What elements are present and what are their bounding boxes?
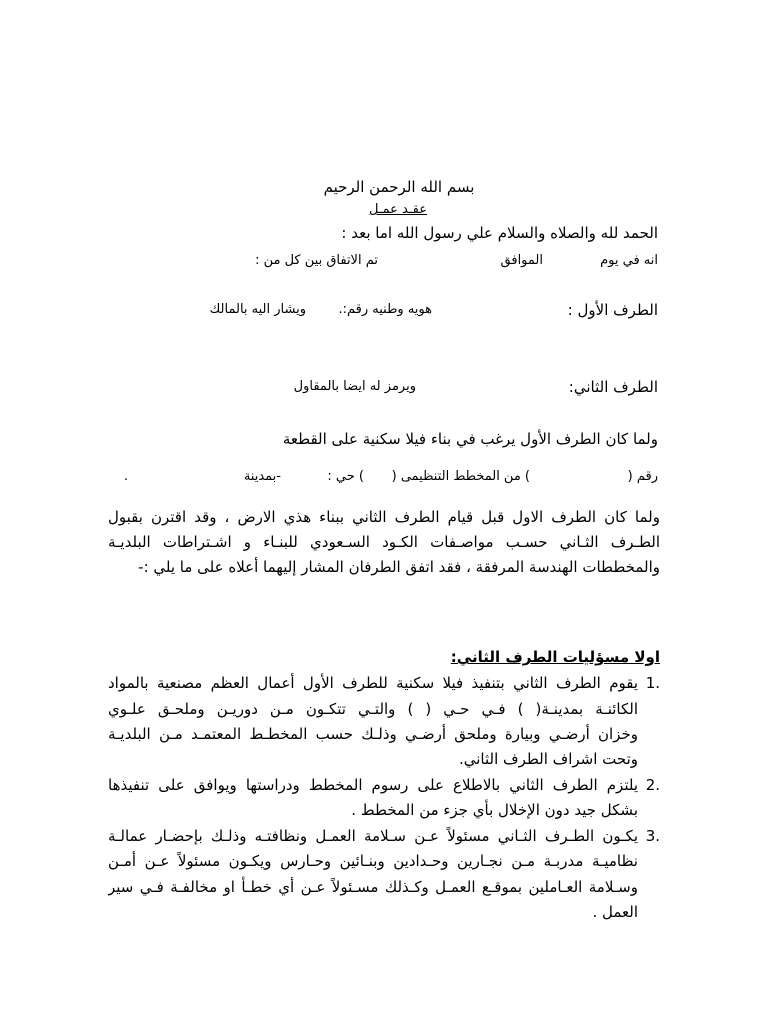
- city-label: -بمدينة: [243, 469, 281, 484]
- item-line: يكـون الطـرف الثـاني مسئولاً عـن سـلامة العمـل ونظافتـه وذلـك بإحضـار عمالـة: [108, 827, 638, 845]
- second-party-ref: ويرمز له ايضا بالمقاول: [293, 379, 416, 394]
- preamble-period: .: [123, 469, 128, 484]
- first-party-id: هويه وطنيه رقم:.: [338, 302, 432, 317]
- basmala: بسم الله الرحمن الرحيم: [323, 178, 475, 196]
- date-label: الموافق: [500, 253, 543, 268]
- first-party-ref: ويشار اليه بالمالك: [209, 302, 306, 317]
- day-label: انه في يوم: [600, 253, 658, 268]
- preamble-p2-line-1: ولما كان الطرف الاول قبل قيام الطرف الثاني ببناء هذي الارض ، وقد اقترن بقبول: [108, 508, 660, 526]
- item-line: العمل .: [592, 903, 638, 921]
- preamble-p2-line-3: والمخططات الهندسة المرفقة ، فقد اتفق الطرفان المشار إليهما أعلاه على ما يلي :-: [138, 558, 660, 576]
- item-line: وخزان أرضـي وبيارة وملحق أرضـي وذلـك حسب المخطـط المعتمـد مـن البلديـة: [108, 725, 638, 743]
- item-line: الكائنـة بمدينـة( ) فـي حـي ( ) والتـي تتكـون مـن دوريـن وملحـق علـوي: [108, 700, 638, 718]
- agreement-label: تم الاتفاق بين كل من :: [255, 253, 378, 268]
- preamble-line-1: ولما كان الطرف الأول يرغب في بناء فيلا سكنية على القطعة: [282, 430, 658, 448]
- item-line: وتحت اشراف الطرف الثاني.: [458, 750, 638, 768]
- item-number: 3.: [645, 827, 660, 845]
- item-number: 1.: [645, 674, 660, 692]
- second-party-label: الطرف الثاني:: [568, 378, 658, 396]
- preamble-p2-line-2: الطـرف الثـاني حسـب مواصـفات الكـود السـعودي للبنـاء و اشـتراطات البلديـة: [108, 533, 660, 551]
- item-line: يلتزم الطرف الثاني بالاطلاع على رسوم المخطط ودراستها ويوافق على تنفيذها: [108, 776, 638, 794]
- greeting-line: الحمد لله والصلاه والسلام علي رسول الله اما بعد :: [341, 224, 658, 242]
- item-line: نظاميـة مدربـة مـن نجـارين وحـدادين وبنـائين وحـارس ويكـون مسئولاً عـن أمـن: [108, 852, 638, 870]
- first-party-label: الطرف الأول :: [567, 301, 658, 319]
- item-line: وسـلامة العـاملين بموقـع العمـل وكـذلك مسـئولاً عـن أي خطـأ او مخالفـة فـي سير: [108, 878, 638, 896]
- section-heading: اولا مسؤليات الطرف الثاني:: [450, 648, 660, 666]
- district-label: ) حي :: [327, 469, 364, 484]
- plot-number-label: رقم (: [627, 469, 658, 484]
- plan-label: ) من المخطط التنظيمى (: [391, 469, 530, 484]
- contract-title: عقـد عمـل: [368, 202, 428, 217]
- item-number: 2.: [645, 776, 660, 794]
- item-line: بشكل جيد دون الإخلال بأي جزء من المخطط .: [351, 801, 638, 819]
- item-line: يقوم الطرف الثاني بتنفيذ فيلا سكنية للطرف الأول أعمال العظم مصنعية بالمواد: [108, 674, 638, 692]
